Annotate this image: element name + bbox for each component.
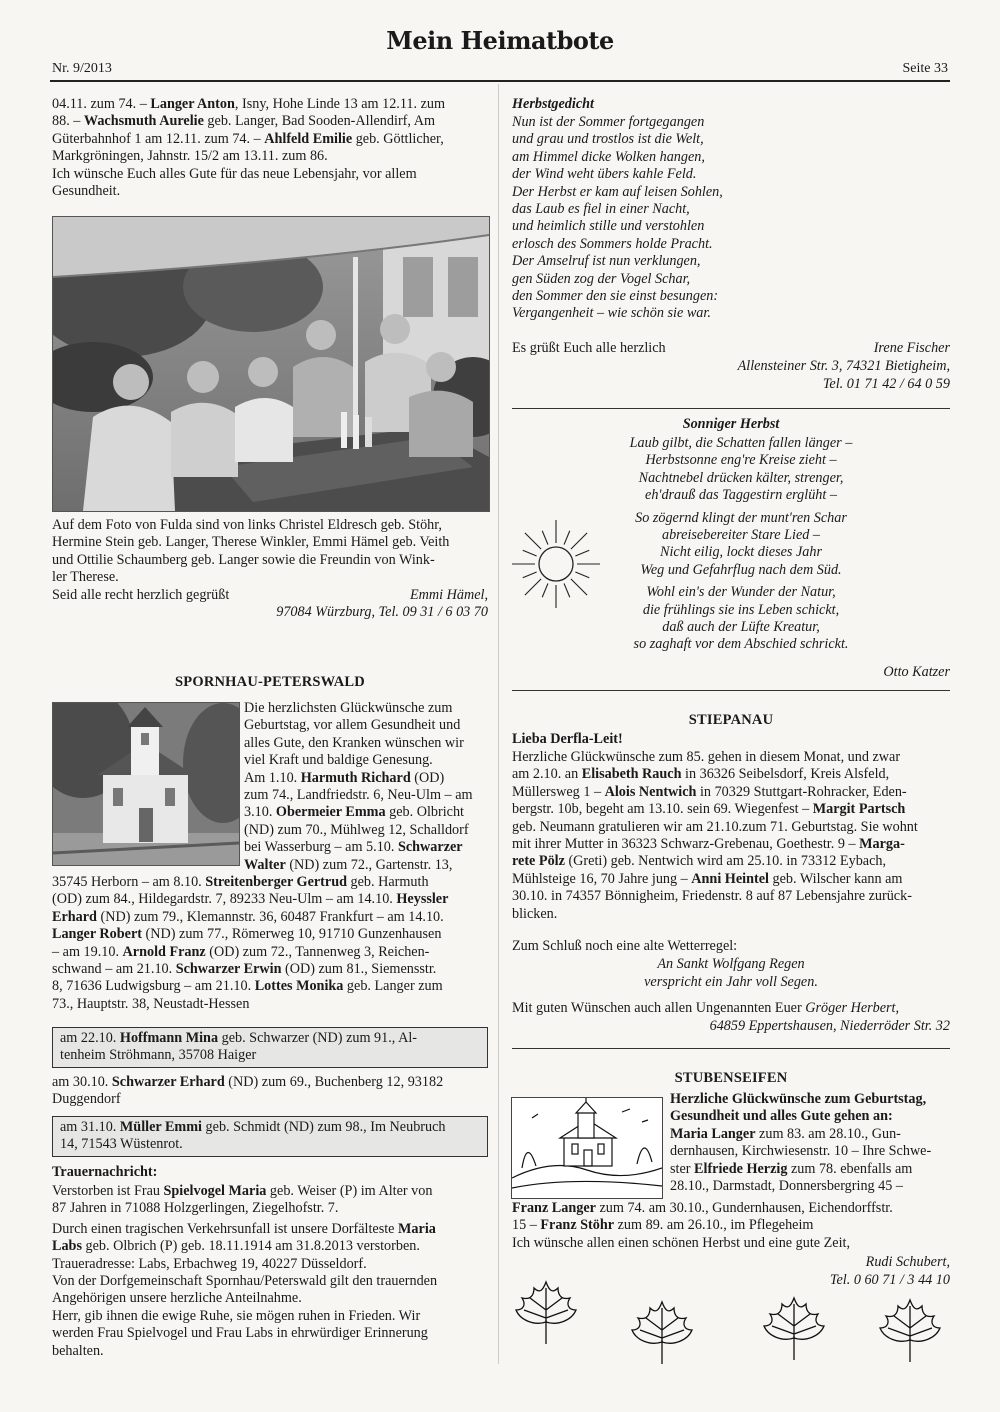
text-line [512, 1200, 950, 1217]
text-line [670, 1143, 950, 1160]
section-title-spornhau: SPORNHAU-PETERSWALD [175, 674, 365, 690]
masthead-title: Mein Heimatbote [386, 26, 614, 55]
text-run: Streitenberger Gertrud [205, 874, 347, 890]
text-run: Franz Langer [512, 1200, 596, 1216]
stubenseifen-phone: Tel. 0 60 71 / 3 44 10 [829, 1272, 950, 1288]
text-line [52, 183, 488, 200]
text-line [512, 906, 950, 923]
sun-ray [525, 579, 541, 595]
text-run: Gesundheit und alles Gute gehen an: [670, 1108, 893, 1125]
issue-number: Nr. 9/2013 [52, 61, 112, 76]
text-line [60, 1136, 480, 1153]
text-line [52, 1308, 488, 1325]
weather-rule-line2: verspricht ein Jahr voll Segen. [644, 974, 818, 990]
text-run: 28.10., Darmstadt, Donnersbergring 45 – [670, 1178, 904, 1195]
text-line [52, 961, 488, 978]
text-run: Alois Nentwich [604, 783, 697, 800]
text-run: geb. Wilscher kann am [768, 870, 903, 887]
text-run: (ND) zum 69., Buchenberg 12, 93182 [224, 1074, 444, 1090]
caption-line: Hermine Stein geb. Langer, Therese Winkler, Emmi Hämel geb. Veith [52, 534, 450, 551]
text-line [52, 1238, 488, 1255]
poem-line: die frühlings sie ins Leben schickt, [642, 601, 840, 618]
caption-greeting: Seid alle recht herzlich gegrüßt [52, 586, 230, 603]
section-title-stiepanau: STIEPANAU [688, 712, 774, 728]
text-line [670, 1126, 950, 1143]
closing-name: Gröger Herbert, [805, 1000, 900, 1016]
text-run: dernhausen, Kirchwiesenstr. 10 – Ihre Schwe- [670, 1143, 932, 1160]
poem-title-sonniger: Sonniger Herbst [682, 416, 780, 432]
group-photo-fulda [52, 216, 490, 512]
text-line [52, 926, 488, 943]
text-run: (OD) [410, 769, 445, 786]
text-line [244, 822, 488, 839]
stubenseifen-intro [670, 1091, 950, 1195]
caption-author: Emmi Hämel, [409, 586, 488, 603]
text-run: alles Gute, den Kranken wünschen wir [244, 734, 464, 751]
sun-ray [542, 583, 548, 597]
text-line [60, 1119, 480, 1136]
text-run: Anni Heintel [691, 870, 769, 887]
text-run: Arnold Franz [122, 943, 206, 960]
trauer-text [52, 1183, 488, 1360]
poem-line: so zaghaft vor dem Abschied schrickt. [633, 636, 849, 653]
text-run: Maria Langer [670, 1125, 756, 1142]
poem-line: und grau und trostlos ist die Welt, [512, 131, 704, 148]
poem-line: Der Herbst er kam auf leisen Sohlen, [512, 183, 723, 200]
text-run: (OD) zum 81., Siemensstr. [281, 961, 437, 978]
text-line [52, 944, 488, 961]
text-line [52, 1343, 488, 1360]
spornhau-intro [244, 700, 488, 874]
text-run: Güterbahnhof 1 am 12.11. zum 74. – [52, 130, 265, 147]
text-run: (ND) zum 70., Mühlweg 12, Schalldorf [244, 821, 469, 838]
text-run: Margit Partsch [812, 801, 906, 818]
text-line [52, 131, 488, 148]
text-run: geb. Neumann gratulieren wir am 21.10.zum 71. Geburtstag. Sie wohnt [512, 818, 918, 835]
poem-line: den Sommer den sie einst besungen: [512, 288, 719, 305]
text-line [512, 836, 950, 853]
trauer-title: Trauernachricht: [52, 1164, 158, 1180]
text-line [244, 700, 488, 717]
text-run: Elfriede Herzig [694, 1160, 788, 1177]
sun-ray [571, 579, 587, 595]
autumn-leaf-icon [628, 1300, 696, 1368]
text-run: Langer Robert [52, 926, 142, 943]
stiepanau-address: 64859 Eppertshausen, Niederröder Str. 32 [709, 1018, 950, 1034]
text-run: Maria [398, 1220, 436, 1237]
stubenseifen-author: Rudi Schubert, [865, 1254, 950, 1270]
sun-ray [523, 572, 537, 578]
caption-line: und Ottilie Schaumberg geb. Langer sowie die Freundin von Wink- [52, 551, 435, 568]
poem-line: eh'drauß das Taggestirn erglüht – [645, 487, 837, 504]
poem-line: abreisebereiter Stare Lied – [661, 527, 820, 544]
text-run: 30.10. in 74357 Bönnigheim, Friedenstr. 8 auf 87 Lebensjahre zurück- [512, 888, 912, 905]
text-line [512, 871, 950, 888]
text-run: Ich wünsche Euch alles Gute für das neue Lebensjahr, vor allem [52, 165, 417, 182]
text-line [52, 1273, 488, 1290]
text-line [52, 874, 488, 891]
text-run: geb. Harmuth [346, 874, 429, 890]
column-divider [498, 84, 499, 1364]
text-line [512, 1235, 950, 1252]
stubenseifen-list [512, 1200, 950, 1252]
text-line [512, 1217, 950, 1234]
text-line [52, 166, 488, 183]
text-line [52, 148, 488, 165]
spornhau-list [52, 874, 488, 1013]
poem-line: Vergangenheit – wie schön sie war. [512, 305, 711, 322]
text-run: Angehörigen unsere herzliche Anteilnahme. [52, 1290, 302, 1307]
sun-ray [564, 583, 570, 597]
poem-line: erlosch des Sommers holde Pracht. [512, 235, 713, 252]
text-line [244, 717, 488, 734]
text-run: Herzliche Glückwünsche zum Geburtstag, [670, 1091, 927, 1107]
text-line [512, 853, 950, 870]
sun-icon [510, 518, 602, 610]
text-run: 8, 71636 Ludwigsburg – am 21.10. [52, 978, 255, 995]
poem-line: daß auch der Lüfte Kreatur, [662, 619, 820, 636]
text-run: Müller Emmi [119, 1119, 202, 1135]
poem-line: Herbstsonne eng're Kreise zieht – [645, 452, 837, 469]
text-run: Müllersweg 1 – [512, 783, 605, 800]
caption-line: ler Therese. [52, 569, 119, 586]
text-line [52, 909, 488, 926]
text-run: Markgröningen, Jahnstr. 15/2 am 13.11. zum 86. [52, 148, 328, 165]
text-line [244, 735, 488, 752]
text-run: zum 78. ebenfalls am [787, 1160, 913, 1177]
text-line [512, 801, 950, 818]
text-run: in 36326 Seibelsdorf, Kreis Alsfeld, [681, 766, 890, 783]
text-run: Heyssler [396, 891, 449, 908]
section-rule [512, 1048, 950, 1049]
text-line [670, 1108, 950, 1125]
text-run: , Isny, Hohe Linde 13 am 12.11. zum [234, 96, 446, 112]
sun-ray [564, 531, 570, 545]
weather-rule-line1: An Sankt Wolfgang Regen [657, 956, 805, 972]
poem-line: Laub gilbt, die Schatten fallen länger – [629, 435, 853, 451]
poem-sonniger [566, 435, 916, 654]
text-run: geb. Olbricht [385, 804, 464, 821]
text-run: (ND) zum 72., Gartenstr. 13, [285, 856, 453, 873]
text-line [52, 996, 488, 1013]
text-run: 15 – [512, 1217, 541, 1234]
text-run: Hoffmann Mina [119, 1030, 219, 1046]
text-run: zum 74. am 30.10., Gundernhausen, Eichendorffstr. [595, 1200, 893, 1216]
text-line [52, 978, 488, 995]
text-run: (OD) zum 72., Tannenweg 3, Reichen- [205, 943, 430, 960]
text-line [512, 888, 950, 905]
text-run: Ahlfeld Emilie [264, 130, 353, 147]
text-line [52, 1200, 488, 1217]
poem-line: das Laub es fiel in einer Nacht, [512, 201, 690, 218]
herbst-phone: Tel. 01 71 42 / 64 0 59 [822, 376, 950, 392]
section-rule [512, 408, 950, 409]
text-run: Duggendorf [52, 1091, 121, 1108]
text-run: – am 19.10. [52, 943, 123, 960]
text-run: Gesundheit. [52, 183, 121, 200]
text-run: Labs [52, 1238, 82, 1255]
photo-caption [52, 517, 488, 621]
text-run: tenheim Ströhmann, 35708 Haiger [60, 1047, 257, 1064]
highlight-box-hoffmann [52, 1027, 488, 1068]
text-line [52, 113, 488, 130]
text-run: geb. Langer zum [343, 978, 443, 995]
text-run: Elisabeth Rauch [581, 766, 682, 783]
text-run: Verstorben ist Frau [52, 1183, 164, 1199]
text-run: 73., Hauptstr. 38, Neustadt-Hessen [52, 995, 250, 1012]
text-run: (ND) zum 77., Römerweg 10, 91710 Gunzenhausen [141, 926, 442, 943]
text-run: Obermeier Emma [275, 804, 386, 821]
text-run: Schwarzer Erwin [175, 961, 282, 978]
text-run: Die herzlichsten Glückwünsche zum [244, 700, 453, 716]
poem-line: Der Amselruf ist nun verklungen, [512, 253, 701, 270]
poem-line: Wohl ein's der Wunder der Natur, [646, 584, 836, 601]
text-run: behalten. [52, 1342, 104, 1359]
text-line [244, 804, 488, 821]
caption-line: Auf dem Foto von Fulda sind von links Christel Eldresch geb. Stöhr, [52, 517, 442, 533]
herbst-signoff [512, 340, 950, 357]
text-run: ster [670, 1160, 695, 1177]
sun-ray [571, 533, 587, 549]
sun-ray [575, 572, 589, 578]
text-run: Langer Anton [150, 96, 235, 112]
text-line [244, 857, 488, 874]
text-run: am 30.10. [52, 1074, 112, 1090]
group-photo-image [53, 217, 489, 511]
text-run: Spielvogel Maria [163, 1183, 267, 1199]
poem-line: So zögernd klingt der munt'ren Schar [635, 509, 847, 526]
text-run: geb. Schmidt (ND) zum 98., Im Neubruch [202, 1119, 446, 1135]
text-run: zum 83. am 28.10., Gun- [755, 1125, 901, 1142]
text-line [52, 1221, 488, 1238]
text-run: Wachsmuth Aurelie [83, 113, 204, 130]
poem-title-herbstgedicht: Herbstgedicht [512, 96, 594, 112]
text-run: Geburtstag, vor allem Gesundheit und [244, 717, 461, 734]
herbst-author: Irene Fischer [873, 340, 950, 356]
text-run: geb. Olbrich (P) geb. 18.11.1914 am 31.8.2013 verstorben. [81, 1238, 420, 1255]
text-run: (OD) zum 84., Hildegardstr. 7, 89233 Neu-Ulm – am 14.10. [52, 891, 397, 908]
text-line [244, 770, 488, 787]
text-line [670, 1091, 950, 1108]
church-drawing [511, 1097, 663, 1199]
church-drawing-image [512, 1098, 662, 1198]
text-run: geb. Göttlicher, [352, 130, 444, 147]
text-run: geb. Schwarzer (ND) zum 91., Al- [218, 1030, 418, 1046]
sonniger-author: Otto Katzer [883, 664, 950, 680]
poem-herbstgedicht [512, 114, 950, 323]
text-run: am 22.10. [60, 1030, 120, 1046]
text-run: zum 74., Landfriedstr. 6, Neu-Ulm – am [244, 787, 473, 804]
text-run: Mühlsteige 16, 70 Jahre jung – [512, 870, 692, 887]
autumn-leaf-icon [760, 1296, 828, 1364]
text-run: bergstr. 10b, begeht am 13.10. sein 69. Wiegenfest – [512, 801, 813, 818]
text-run: (ND) zum 79., Klemannstr. 36, 60487 Frankfurt – am 14.10. [96, 908, 444, 925]
caption-address: 97084 Würzburg, Tel. 09 31 / 6 03 70 [276, 604, 488, 621]
text-run: Herzliche Glückwünsche zum 85. gehen in diesem Monat, und zwar [512, 749, 901, 765]
text-run: werden Frau Spielvogel und Frau Labs in ehrwürdiger Erinnerung [52, 1325, 428, 1342]
text-line [512, 749, 950, 766]
text-run: zum 89. am 26.10., im Pflegeheim [614, 1217, 814, 1234]
stiepanau-text [512, 749, 950, 923]
sun-ray [542, 531, 548, 545]
text-run: viel Kraft und baldige Genesung. [244, 752, 433, 769]
text-run: 04.11. zum 74. – [52, 96, 151, 112]
text-run: in 70329 Stuttgart-Rohracker, Eden- [696, 783, 907, 800]
text-line [52, 1325, 488, 1342]
poem-line: und heimlich stille und verstohlen [512, 218, 705, 235]
poem-line: Nachtnebel drücken kälter, strenger, [638, 469, 844, 486]
text-line [52, 1183, 488, 1200]
text-line [244, 787, 488, 804]
birthday-list-continued [52, 96, 488, 200]
sun-ray [523, 550, 537, 556]
text-line [244, 839, 488, 856]
text-run: 3.10. [244, 804, 276, 821]
text-line [52, 1290, 488, 1307]
text-run: rete Pölz [512, 853, 565, 870]
text-run: Herr, gib ihnen die ewige Ruhe, sie mögen ruhen in Frieden. Wir [52, 1307, 421, 1324]
text-run: am 31.10. [60, 1119, 120, 1135]
highlight-box-mueller [52, 1116, 488, 1157]
text-run: 88. – [52, 113, 84, 130]
text-run: geb. Langer, Bad Sooden-Allendirf, Am [203, 113, 435, 130]
text-run: am 2.10. an [512, 766, 582, 783]
herbst-greeting: Es grüßt Euch alle herzlich [512, 340, 666, 356]
poem-line: der Wind weht übers kahle Feld. [512, 166, 697, 183]
poem-line: Nun ist der Sommer fortgegangen [512, 114, 705, 130]
text-run: Von der Dorfgemeinschaft Spornhau/Peterswald gilt den trauernden [52, 1273, 438, 1290]
text-run: Lottes Monika [254, 978, 344, 995]
text-run: blicken. [512, 905, 558, 922]
church-photo [52, 702, 240, 866]
herbst-address: Allensteiner Str. 3, 74321 Bietigheim, [737, 358, 950, 374]
text-line [52, 1256, 488, 1273]
spornhau-mid [52, 1074, 488, 1109]
section-rule [512, 690, 950, 691]
stiepanau-closing [512, 1000, 950, 1017]
text-line [244, 752, 488, 769]
text-line [670, 1178, 950, 1195]
text-run: Walter [244, 856, 286, 873]
text-line [512, 784, 950, 801]
closing-text: Mit guten Wünschen auch allen Ungenannten Euer [512, 1000, 806, 1016]
autumn-leaf-icon [512, 1280, 580, 1348]
text-run: bei Wasserburg – am 5.10. [244, 839, 398, 856]
text-run: 87 Jahren in 71088 Holzgerlingen, Ziegelhofstr. 7. [52, 1200, 339, 1217]
text-line [52, 1074, 488, 1091]
text-run: mit ihrer Mutter in 36323 Schwarz-Grebenau, Goethestr. 9 – [512, 836, 860, 853]
text-run: schwand – am 21.10. [52, 961, 176, 978]
text-run: (Greti) geb. Nentwich wird am 25.10. in 73312 Eybach, [564, 853, 887, 870]
header-rule [50, 80, 950, 82]
poem-line: gen Süden zog der Vogel Schar, [512, 270, 691, 287]
church-photo-image [53, 703, 239, 865]
text-line [52, 96, 488, 113]
sun-ray [525, 533, 541, 549]
text-run: Schwarzer [397, 839, 463, 856]
text-run: 14, 71543 Wüstenrot. [60, 1136, 183, 1153]
text-run: Ich wünsche allen einen schönen Herbst und eine gute Zeit, [512, 1234, 851, 1251]
text-run: Am 1.10. [244, 769, 301, 786]
text-line [512, 819, 950, 836]
poem-line: Weg und Gefahrflug nach dem Süd. [640, 561, 842, 578]
weather-rule-intro: Zum Schluß noch eine alte Wetterregel: [512, 938, 738, 954]
text-line [60, 1030, 480, 1047]
text-line [52, 1091, 488, 1108]
text-run: geb. Weiser (P) im Alter von [266, 1183, 433, 1199]
text-run: Franz Stöhr [540, 1217, 615, 1234]
text-line [60, 1047, 480, 1064]
text-line [512, 766, 950, 783]
text-run: 35745 Herborn – am 8.10. [52, 874, 206, 890]
section-title-stubenseifen: STUBENSEIFEN [674, 1070, 788, 1086]
text-run: Harmuth Richard [300, 769, 411, 786]
text-run: Erhard [52, 908, 97, 925]
page-number: Seite 33 [902, 61, 948, 76]
poem-line: Nicht eilig, lockt dieses Jahr [660, 544, 822, 561]
text-run: Schwarzer Erhard [111, 1074, 225, 1090]
text-line [52, 891, 488, 908]
autumn-leaf-icon [876, 1298, 944, 1366]
sun-ray [575, 550, 589, 556]
text-run: Durch einen tragischen Verkehrsunfall ist unsere Dorfälteste [52, 1220, 399, 1237]
text-run: Traueradresse: Labs, Erbachweg 19, 40227 Düsseldorf. [52, 1255, 367, 1272]
text-line [670, 1161, 950, 1178]
poem-line: am Himmel dicke Wolken hangen, [512, 148, 705, 165]
stiepanau-salutation: Lieba Derfla-Leit! [512, 731, 623, 747]
text-run: Marga- [859, 836, 905, 853]
